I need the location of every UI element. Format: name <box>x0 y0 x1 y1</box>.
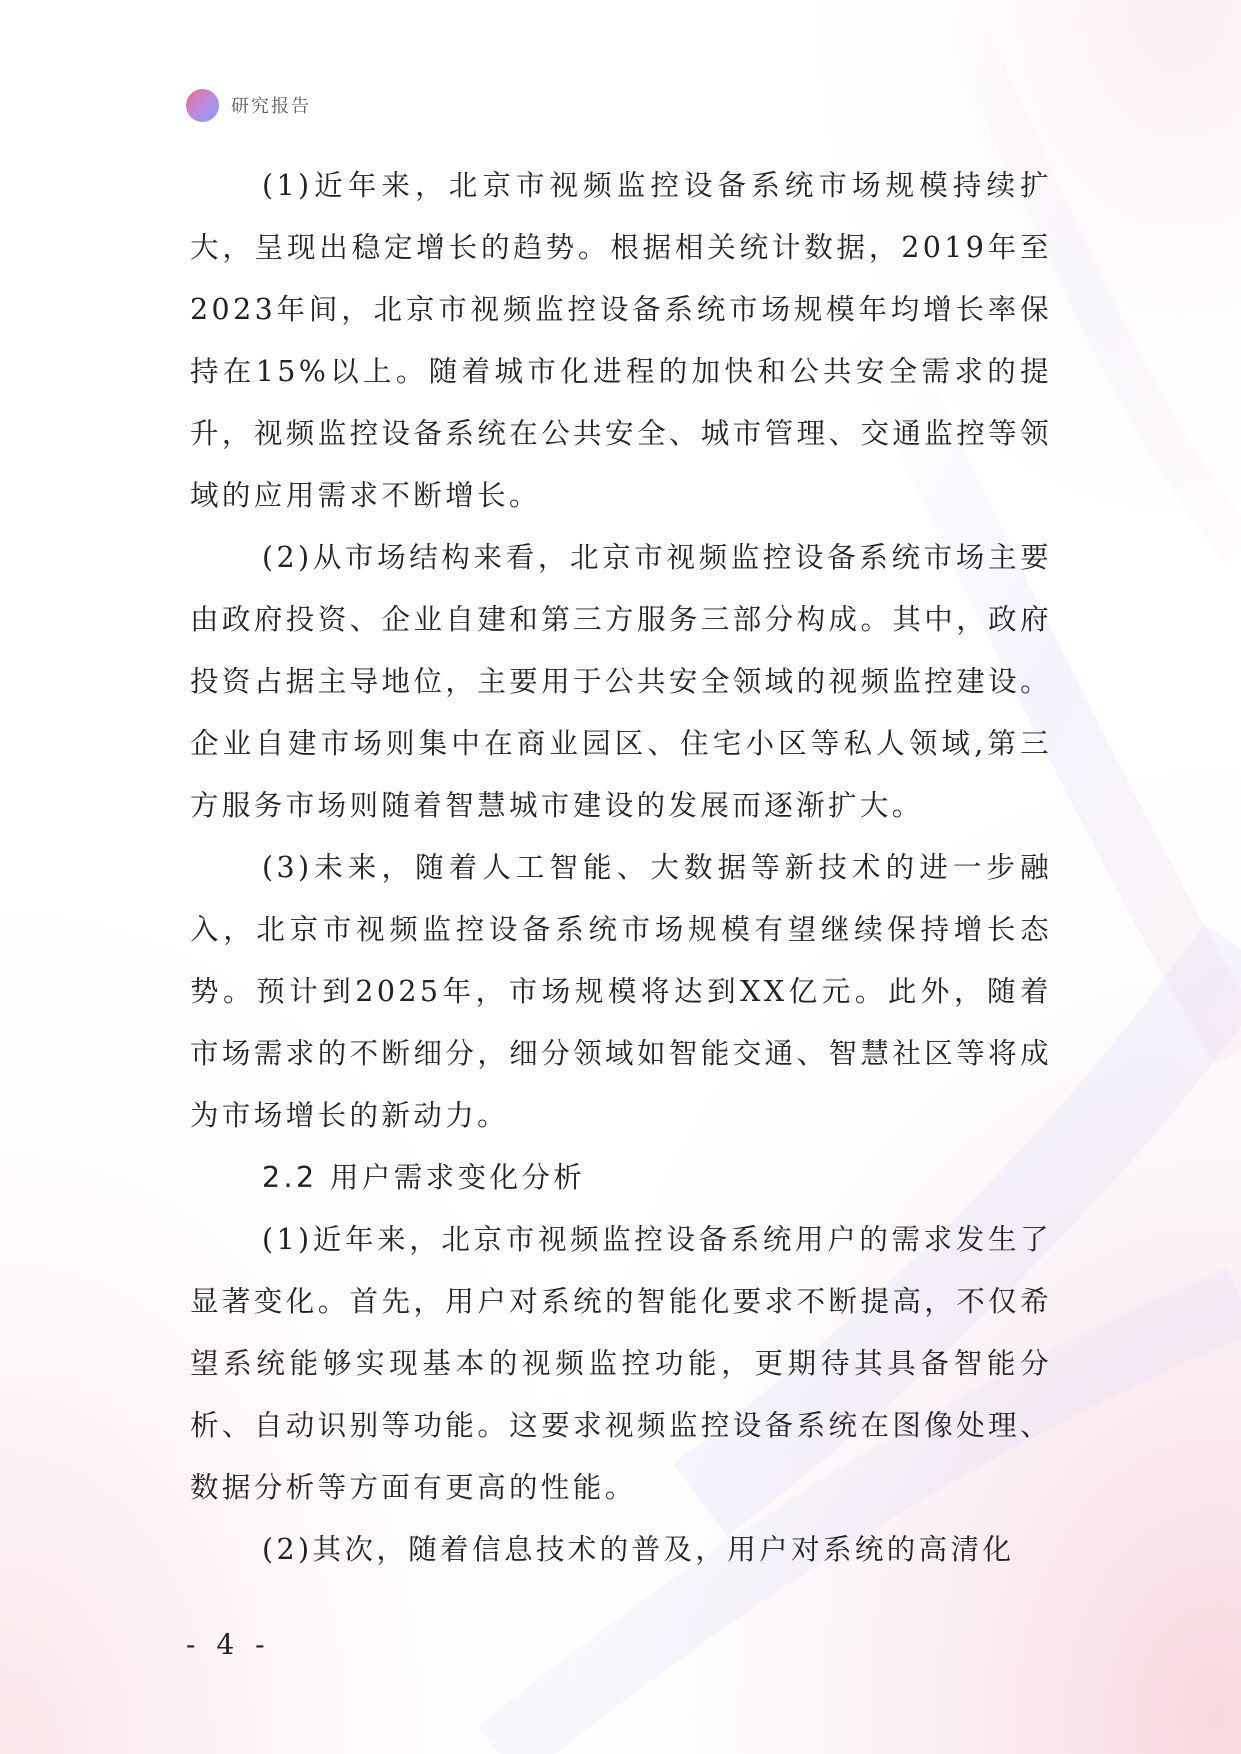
paragraph-3: (3)未来，随着人工智能、大数据等新技术的进一步融入，北京市视频监控设备系统市场规模有望继续保持增长态势。预计到2025年，市场规模将达到XX亿元。此外，随着市场需求的不断细分，细分领域如智能交通、智慧社区等将成为市场增长的新动力。 <box>190 851 1052 1132</box>
paragraph-4: (1)近年来，北京市视频监控设备系统用户的需求发生了显著变化。首先，用户对系统的智能化要求不断提高，不仅希望系统能够实现基本的视频监控功能，更期待其具备智能分析、自动识别等功能。这要求视频监控设备系统在图像处理、数据分析等方面有更高的性能。 <box>190 1223 1052 1504</box>
paragraph-2: (2)从市场结构来看，北京市视频监控设备系统市场主要由政府投资、企业自建和第三方服务三部分构成。其中，政府投资占据主导地位，主要用于公共安全领域的视频监控建设。企业自建市场则集中在商业园区、住宅小区等私人领域,第三方服务市场则随着智慧城市建设的发展而逐渐扩大。 <box>190 541 1052 822</box>
section-heading-2-2: 2.2 用户需求变化分析 <box>262 1161 586 1194</box>
document-body <box>190 155 1052 1581</box>
paragraph-1: (1)近年来，北京市视频监控设备系统市场规模持续扩大，呈现出稳定增长的趋势。根据相关统计数据，2019年至2023年间，北京市视频监控设备系统市场规模年均增长率保持在15%以上。随着城市化进程的加快和公共安全需求的提升，视频监控设备系统在公共安全、城市管理、交通监控等领域的应用需求不断增长。 <box>190 169 1052 512</box>
gradient-circle-icon <box>186 89 219 122</box>
paragraph-5: (2)其次，随着信息技术的普及，用户对系统的高清化 <box>262 1533 1015 1566</box>
header-title: 研究报告 <box>231 96 311 117</box>
page-header <box>186 88 311 122</box>
page-number: - 4 - <box>186 1628 271 1661</box>
